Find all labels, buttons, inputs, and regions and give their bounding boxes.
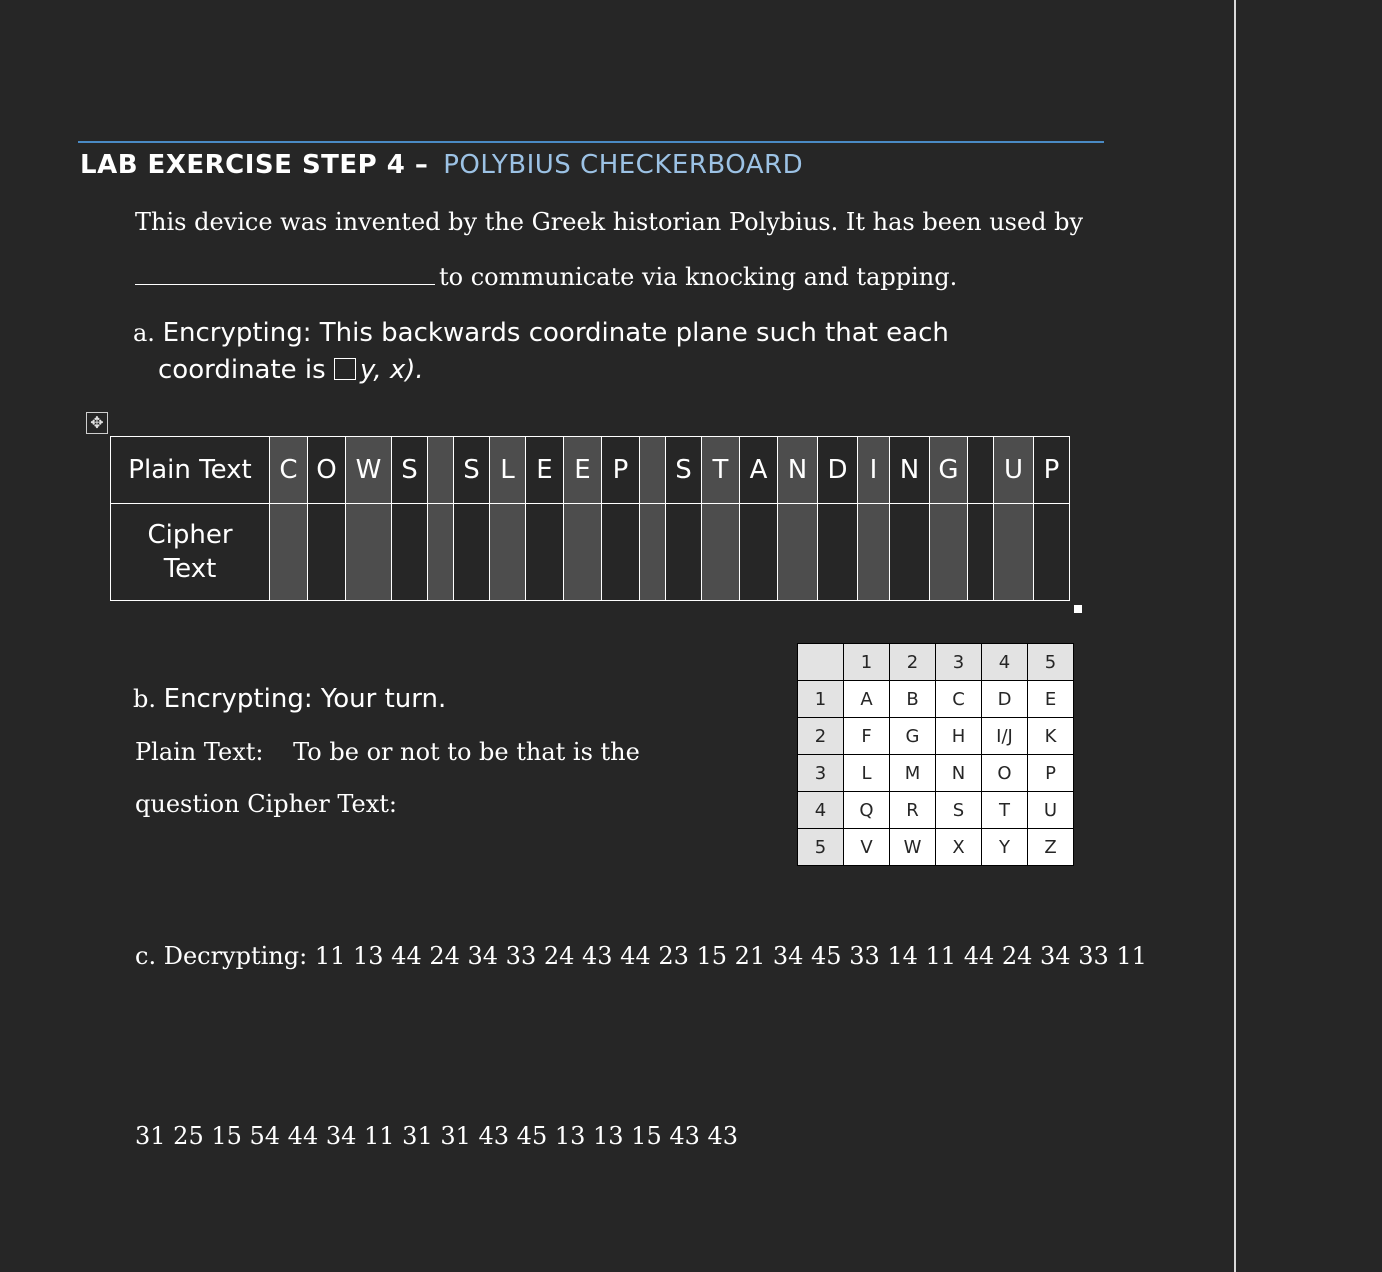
grid-letter-cell: V [844, 829, 890, 866]
grid-header-row [798, 644, 1074, 681]
part-b-line-3: question Cipher Text: [135, 790, 397, 818]
cipher-answer-cell[interactable] [666, 504, 702, 601]
part-a-coordinate: y, x). [359, 355, 424, 385]
part-a-text-1: Encrypting: This backwards coordinate plane such that each [162, 318, 949, 348]
grid-column-header: 1 [844, 644, 890, 681]
plain-letter-cell: E [564, 437, 602, 504]
grid-letter-cell: U [1028, 792, 1074, 829]
cipher-answer-cell[interactable] [602, 504, 640, 601]
grid-letter-cell: K [1028, 718, 1074, 755]
plain-letter-cell: I [858, 437, 890, 504]
plain-letter-cell: P [602, 437, 640, 504]
cipher-answer-cell[interactable] [428, 504, 454, 601]
plain-letter-cell: P [1034, 437, 1070, 504]
grid-letter-cell: P [1028, 755, 1074, 792]
grid-row [798, 829, 1074, 866]
cipher-answer-cell[interactable] [1034, 504, 1070, 601]
cipher-answer-cell[interactable] [640, 504, 666, 601]
table-resize-handle[interactable] [1074, 605, 1082, 613]
part-c-line-2: 31 25 15 54 44 34 11 31 31 43 45 13 13 15 43 43 [135, 1122, 739, 1150]
grid-letter-cell: Q [844, 792, 890, 829]
plain-letter-cell: U [994, 437, 1034, 504]
intro-line-2 [135, 262, 957, 291]
plain-letter-cell: G [930, 437, 968, 504]
plain-letter-cell: O [308, 437, 346, 504]
grid-letter-cell: O [982, 755, 1028, 792]
fill-in-blank[interactable] [135, 262, 435, 285]
grid-letter-cell: H [936, 718, 982, 755]
plain-letter-cell: S [392, 437, 428, 504]
part-a-line-2 [158, 355, 424, 385]
heading-rule [78, 141, 1104, 143]
grid-letter-cell: S [936, 792, 982, 829]
grid-row-header: 3 [798, 755, 844, 792]
missing-glyph-box-icon [334, 358, 356, 380]
grid-row [798, 718, 1074, 755]
plain-letter-cell [428, 437, 454, 504]
grid-letter-cell: M [890, 755, 936, 792]
cipher-answer-cell[interactable] [564, 504, 602, 601]
part-b-text: Encrypting: Your turn. [163, 684, 447, 714]
cipher-answer-cell[interactable] [308, 504, 346, 601]
grid-row [798, 755, 1074, 792]
cipher-answer-cell[interactable] [270, 504, 308, 601]
heading-main: LAB EXERCISE STEP 4 – [80, 150, 429, 180]
intro-line-2-text: to communicate via knocking and tapping. [439, 263, 958, 291]
cipher-answer-cell[interactable] [994, 504, 1034, 601]
grid-letter-cell: G [890, 718, 936, 755]
part-a-line-1 [133, 318, 949, 348]
part-a-marker: a. [133, 319, 155, 347]
plain-letter-cell: E [526, 437, 564, 504]
cipher-answer-cell[interactable] [778, 504, 818, 601]
cipher-answer-cell[interactable] [346, 504, 392, 601]
grid-row-header: 4 [798, 792, 844, 829]
grid-row-header: 2 [798, 718, 844, 755]
grid-letter-cell: L [844, 755, 890, 792]
part-b-plain-label: Plain Text: [135, 738, 264, 766]
grid-column-header: 3 [936, 644, 982, 681]
cipher-answer-cell[interactable] [740, 504, 778, 601]
grid-letter-cell: W [890, 829, 936, 866]
grid-letter-cell: N [936, 755, 982, 792]
heading-subtitle: POLYBIUS CHECKERBOARD [443, 150, 804, 180]
grid-corner-cell [798, 644, 844, 681]
cipher-text-row [111, 504, 1070, 601]
grid-column-header: 5 [1028, 644, 1074, 681]
grid-column-header: 4 [982, 644, 1028, 681]
grid-letter-cell: T [982, 792, 1028, 829]
plain-letter-cell [640, 437, 666, 504]
grid-column-header: 2 [890, 644, 936, 681]
polybius-grid [797, 643, 1074, 866]
grid-letter-cell: Y [982, 829, 1028, 866]
cipher-label-line-2: Text [163, 554, 217, 584]
grid-row-header: 1 [798, 681, 844, 718]
grid-letter-cell: F [844, 718, 890, 755]
plain-letter-cell: N [778, 437, 818, 504]
cipher-table [110, 436, 1070, 601]
plain-letter-cell: C [270, 437, 308, 504]
grid-letter-cell: C [936, 681, 982, 718]
grid-letter-cell: E [1028, 681, 1074, 718]
plain-letter-cell: D [818, 437, 858, 504]
plain-letter-cell: A [740, 437, 778, 504]
grid-row [798, 792, 1074, 829]
plain-letter-cell: S [454, 437, 490, 504]
plain-letter-cell: N [890, 437, 930, 504]
cipher-answer-cell[interactable] [490, 504, 526, 601]
cipher-answer-cell[interactable] [930, 504, 968, 601]
grid-letter-cell: Z [1028, 829, 1074, 866]
grid-row-header: 5 [798, 829, 844, 866]
section-heading [80, 150, 803, 180]
cipher-answer-cell[interactable] [392, 504, 428, 601]
plain-letter-cell [968, 437, 994, 504]
grid-letter-cell: A [844, 681, 890, 718]
grid-letter-cell: R [890, 792, 936, 829]
part-b-line-1 [133, 684, 446, 714]
cipher-text-label [111, 504, 270, 601]
cipher-answer-cell[interactable] [858, 504, 890, 601]
cipher-answer-cell[interactable] [454, 504, 490, 601]
plain-text-label: Plain Text [111, 437, 270, 504]
grid-row [798, 681, 1074, 718]
plain-letter-cell: T [702, 437, 740, 504]
cipher-answer-cell[interactable] [702, 504, 740, 601]
cipher-answer-cell[interactable] [968, 504, 994, 601]
grid-letter-cell: I/J [982, 718, 1028, 755]
table-move-handle-icon[interactable]: ✥ [86, 412, 108, 434]
part-b-plain-value: To be or not to be that is the [293, 738, 640, 766]
grid-letter-cell: D [982, 681, 1028, 718]
plain-letter-cell: S [666, 437, 702, 504]
grid-letter-cell: X [936, 829, 982, 866]
part-a-text-2: coordinate is [158, 355, 326, 385]
part-b-plain-line [135, 738, 640, 766]
part-b-marker: b. [133, 685, 156, 713]
page-edge-divider [1234, 0, 1236, 1272]
part-c-line-1: c. Decrypting: 11 13 44 24 34 33 24 43 44 23 15 21 34 45 33 14 11 44 24 34 33 11 [135, 942, 1147, 970]
intro-line-1: This device was invented by the Greek historian Polybius. It has been used by [135, 208, 1084, 236]
grid-letter-cell: B [890, 681, 936, 718]
plain-letter-cell: L [490, 437, 526, 504]
cipher-label-line-1: Cipher [147, 520, 233, 550]
plain-text-row [111, 437, 1070, 504]
cipher-answer-cell[interactable] [818, 504, 858, 601]
plain-letter-cell: W [346, 437, 392, 504]
cipher-answer-cell[interactable] [526, 504, 564, 601]
cipher-answer-cell[interactable] [890, 504, 930, 601]
